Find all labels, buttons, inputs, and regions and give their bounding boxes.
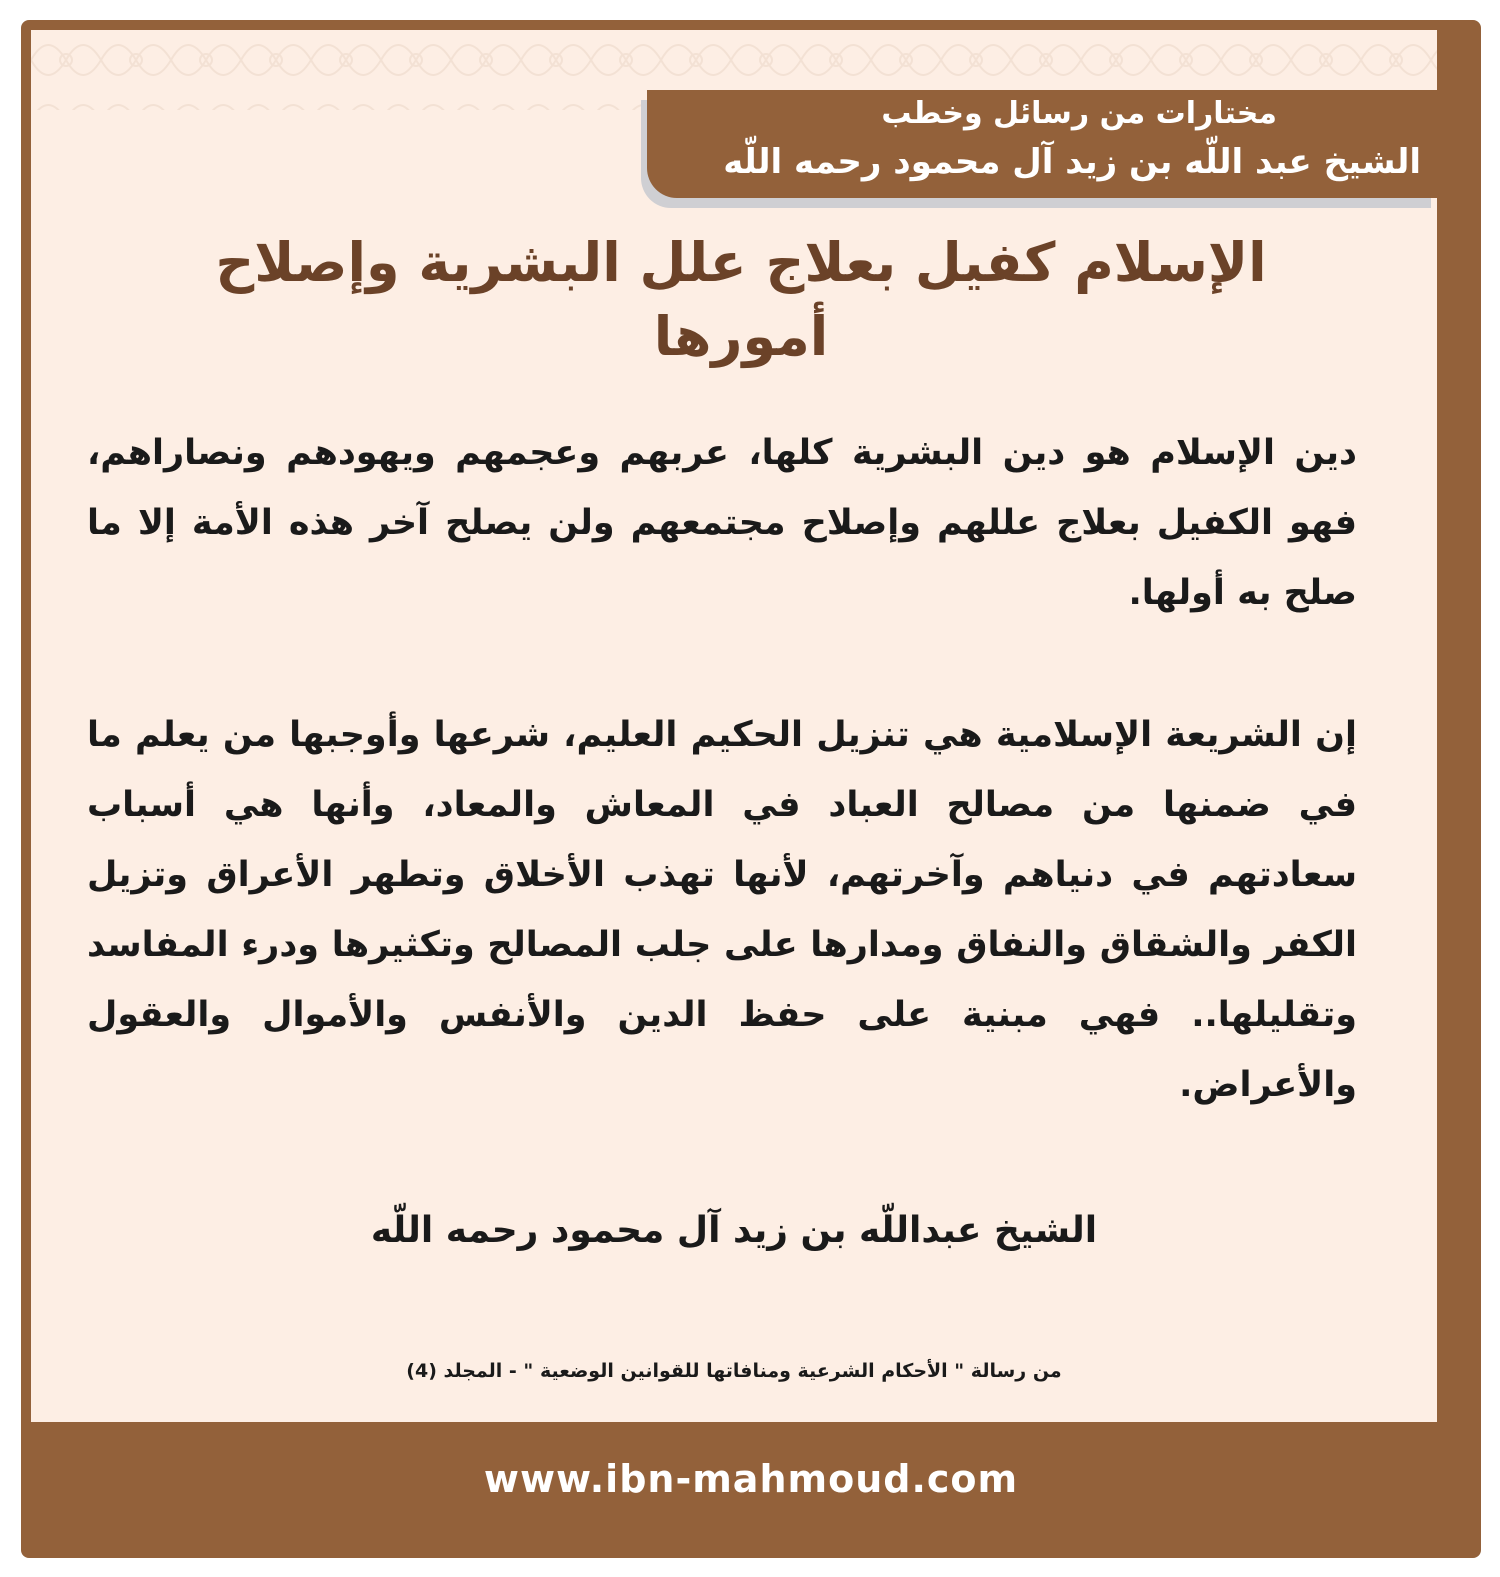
series-title: مختارات من رسائل وخطب [881, 96, 1277, 131]
article-title: الإسلام كفيل بعلاج علل البشرية وإصلاح أمورها [215, 231, 1267, 368]
paragraph-1: دين الإسلام هو دين البشرية كلها، عربهم وعجمهم ويهودهم ونصاراهم، فهو الكفيل بعلاج عللهم وإصلاح مجتمعهم ولن يصلح آخر هذه الأمة إلا ما صلح به أولها. [87, 433, 1357, 613]
page-frame [21, 20, 1481, 1558]
source-citation: من رسالة " الأحكام الشرعية ومنافاتها للقوانين الوضعية " - المجلد (4) [406, 1360, 1062, 1382]
header-band [647, 90, 1437, 198]
content-card [31, 30, 1437, 1422]
author-line: الشيخ عبد اللّه بن زيد آل محمود رحمه اللّه [723, 142, 1421, 182]
paragraph-2: إن الشريعة الإسلامية هي تنزيل الحكيم العليم، شرعها وأوجبها من يعلم ما في ضمنها من مصالح العباد في المعاش والمعاد، وأنها هي أسباب سعادتهم في دنياهم وآخرتهم، لأنها تهذب الأخلاق وتطهر الأعراق وتزيل الكفر والشقاق والنفاق ومدارها على جلب المصالح وتكثيرها ودرء المفاسد وتقليلها.. فهي مبنية على حفظ الدين والأنفس والأموال والعقول والأعراض. [87, 715, 1357, 1105]
website-link[interactable]: www.ibn-mahmoud.com [483, 1457, 1019, 1501]
signature: الشيخ عبداللّه بن زيد آل محمود رحمه اللّه [370, 1210, 1098, 1251]
